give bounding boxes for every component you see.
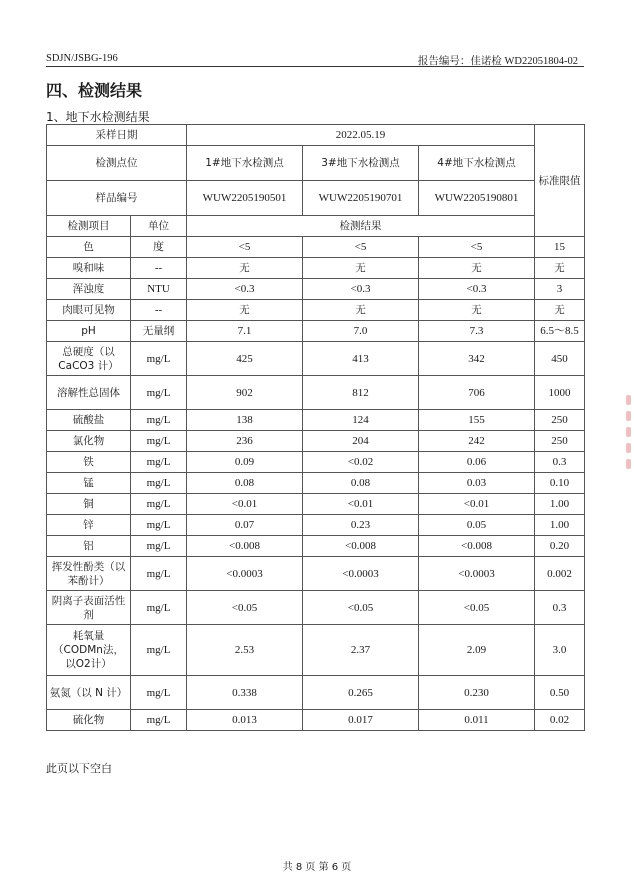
- item-name: 氨氮（以 N 计）: [47, 676, 131, 710]
- unit: mg/L: [131, 376, 187, 410]
- table-row: [47, 410, 585, 431]
- point-3-value: 812: [303, 376, 419, 410]
- point-3-value: <0.008: [303, 536, 419, 557]
- standard-limit: 0.50: [535, 676, 585, 710]
- subsection-title: 1、地下水检测结果: [46, 110, 150, 124]
- point-1: 1#地下水检测点: [187, 146, 303, 181]
- table-row: [47, 452, 585, 473]
- unit: --: [131, 300, 187, 321]
- page-number: 共 8 页 第 6 页: [282, 862, 352, 873]
- point-1-value: <0.008: [187, 536, 303, 557]
- table-row: [47, 376, 585, 410]
- point-3-value: 7.0: [303, 321, 419, 342]
- standard-limit: 0.20: [535, 536, 585, 557]
- point-4-value: 242: [419, 431, 535, 452]
- standard-limit: 1000: [535, 376, 585, 410]
- point-1-value: <5: [187, 237, 303, 258]
- point-3-value: 无: [303, 300, 419, 321]
- unit: mg/L: [131, 710, 187, 731]
- point-4-value: 706: [419, 376, 535, 410]
- point-4-value: 无: [419, 300, 535, 321]
- point-1-value: 0.013: [187, 710, 303, 731]
- item-name: 铜: [47, 494, 131, 515]
- section-title: 四、检测结果: [46, 81, 143, 100]
- table-row: [47, 591, 585, 625]
- header-divider: [46, 66, 584, 67]
- sample-no-4: WUW2205190801: [419, 181, 535, 216]
- item-name: 挥发性酚类（以苯酚计）: [47, 557, 131, 591]
- point-1-value: 236: [187, 431, 303, 452]
- sample-no-3: WUW2205190701: [303, 181, 419, 216]
- item-name: 浑浊度: [47, 279, 131, 300]
- point-4-value: 0.06: [419, 452, 535, 473]
- standard-limit: 450: [535, 342, 585, 376]
- unit: 无量纲: [131, 321, 187, 342]
- table-row: [47, 536, 585, 557]
- table-row: [47, 473, 585, 494]
- item-name: 铝: [47, 536, 131, 557]
- table-row: [47, 557, 585, 591]
- standard-limit: 0.02: [535, 710, 585, 731]
- sampling-date-label: 采样日期: [47, 125, 187, 146]
- sampling-date-row: [47, 125, 585, 146]
- unit: mg/L: [131, 431, 187, 452]
- point-4-value: <0.008: [419, 536, 535, 557]
- item-name: 总硬度（以 CaCO3 计）: [47, 342, 131, 376]
- unit-column-header: 单位: [131, 216, 187, 237]
- point-4-value: <0.05: [419, 591, 535, 625]
- unit: mg/L: [131, 452, 187, 473]
- item-name: 硫酸盐: [47, 410, 131, 431]
- point-1-value: <0.0003: [187, 557, 303, 591]
- point-4-value: 0.230: [419, 676, 535, 710]
- point-1-value: 0.338: [187, 676, 303, 710]
- column-header-row: [47, 216, 585, 237]
- point-1-value: <0.01: [187, 494, 303, 515]
- standard-limit: 1.00: [535, 494, 585, 515]
- point-1-value: 0.07: [187, 515, 303, 536]
- point-3-value: 0.08: [303, 473, 419, 494]
- point-3: 3#地下水检测点: [303, 146, 419, 181]
- point-1-value: <0.3: [187, 279, 303, 300]
- point-4-value: 2.09: [419, 625, 535, 676]
- point-label: 检测点位: [47, 146, 187, 181]
- point-4-value: 342: [419, 342, 535, 376]
- table-row: [47, 431, 585, 452]
- point-3-value: <0.02: [303, 452, 419, 473]
- unit: mg/L: [131, 676, 187, 710]
- result-column-header: 检测结果: [187, 216, 535, 237]
- point-3-value: 204: [303, 431, 419, 452]
- item-name: 肉眼可见物: [47, 300, 131, 321]
- unit: mg/L: [131, 557, 187, 591]
- point-4-value: 0.03: [419, 473, 535, 494]
- item-name: pH: [47, 321, 131, 342]
- standard-limit: 无: [535, 300, 585, 321]
- sample-no-label: 样品编号: [47, 181, 187, 216]
- unit: --: [131, 258, 187, 279]
- item-name: 铁: [47, 452, 131, 473]
- point-4-value: 155: [419, 410, 535, 431]
- footnote: 此页以下空白: [46, 762, 112, 775]
- point-3-value: 0.017: [303, 710, 419, 731]
- point-1-value: 425: [187, 342, 303, 376]
- table-row: [47, 321, 585, 342]
- table-row: [47, 494, 585, 515]
- table-row: [47, 300, 585, 321]
- standard-limit: 6.5～8.5: [535, 321, 585, 342]
- sample-no-1: WUW2205190501: [187, 181, 303, 216]
- point-3-value: 0.23: [303, 515, 419, 536]
- standard-limit: 250: [535, 410, 585, 431]
- groundwater-results-table: [46, 124, 585, 731]
- table-row: [47, 710, 585, 731]
- point-row: [47, 146, 585, 181]
- unit: mg/L: [131, 342, 187, 376]
- item-name: 硫化物: [47, 710, 131, 731]
- report-number: 报告编号：佳诺检 WD22051804-02: [417, 56, 578, 67]
- table-row: [47, 258, 585, 279]
- point-4: 4#地下水检测点: [419, 146, 535, 181]
- point-4-value: <5: [419, 237, 535, 258]
- point-3-value: <0.3: [303, 279, 419, 300]
- point-1-value: 0.08: [187, 473, 303, 494]
- table-row: [47, 625, 585, 676]
- point-3-value: 413: [303, 342, 419, 376]
- point-3-value: 124: [303, 410, 419, 431]
- point-1-value: 138: [187, 410, 303, 431]
- item-name: 溶解性总固体: [47, 376, 131, 410]
- unit: mg/L: [131, 515, 187, 536]
- standard-limit: 3.0: [535, 625, 585, 676]
- point-4-value: 无: [419, 258, 535, 279]
- sampling-date-value: 2022.05.19: [187, 125, 535, 146]
- table-row: [47, 676, 585, 710]
- point-1-value: 无: [187, 300, 303, 321]
- point-3-value: 2.37: [303, 625, 419, 676]
- standard-limit: 3: [535, 279, 585, 300]
- standard-limit: 250: [535, 431, 585, 452]
- point-3-value: <5: [303, 237, 419, 258]
- seal-stamp-edge: [622, 395, 634, 485]
- point-3-value: <0.05: [303, 591, 419, 625]
- point-4-value: 0.05: [419, 515, 535, 536]
- item-name: 嗅和味: [47, 258, 131, 279]
- unit: mg/L: [131, 625, 187, 676]
- point-4-value: 7.3: [419, 321, 535, 342]
- unit: 度: [131, 237, 187, 258]
- point-1-value: <0.05: [187, 591, 303, 625]
- unit: mg/L: [131, 536, 187, 557]
- item-name: 锰: [47, 473, 131, 494]
- document-code: SDJN/JSBG-196: [46, 53, 118, 64]
- point-1-value: 902: [187, 376, 303, 410]
- item-name: 氯化物: [47, 431, 131, 452]
- item-name: 阴离子表面活性剂: [47, 591, 131, 625]
- item-column-header: 检测项目: [47, 216, 131, 237]
- point-4-value: <0.01: [419, 494, 535, 515]
- standard-limit: 无: [535, 258, 585, 279]
- point-3-value: 无: [303, 258, 419, 279]
- standard-limit: 0.3: [535, 452, 585, 473]
- unit: mg/L: [131, 591, 187, 625]
- point-3-value: 0.265: [303, 676, 419, 710]
- item-name: 锌: [47, 515, 131, 536]
- unit: NTU: [131, 279, 187, 300]
- point-1-value: 2.53: [187, 625, 303, 676]
- point-4-value: 0.011: [419, 710, 535, 731]
- point-1-value: 0.09: [187, 452, 303, 473]
- standard-limit-header: 标准限值: [535, 125, 585, 237]
- unit: mg/L: [131, 473, 187, 494]
- point-4-value: <0.0003: [419, 557, 535, 591]
- standard-limit: 0.002: [535, 557, 585, 591]
- standard-limit: 15: [535, 237, 585, 258]
- point-1-value: 无: [187, 258, 303, 279]
- unit: mg/L: [131, 410, 187, 431]
- standard-limit: 0.3: [535, 591, 585, 625]
- point-1-value: 7.1: [187, 321, 303, 342]
- standard-limit: 0.10: [535, 473, 585, 494]
- sample-no-row: [47, 181, 585, 216]
- table-row: [47, 237, 585, 258]
- table-row: [47, 515, 585, 536]
- point-3-value: <0.01: [303, 494, 419, 515]
- point-4-value: <0.3: [419, 279, 535, 300]
- table-row: [47, 342, 585, 376]
- table-row: [47, 279, 585, 300]
- item-name: 色: [47, 237, 131, 258]
- point-3-value: <0.0003: [303, 557, 419, 591]
- item-name: 耗氧量（CODMn法，以O2计）: [47, 625, 131, 676]
- standard-limit: 1.00: [535, 515, 585, 536]
- unit: mg/L: [131, 494, 187, 515]
